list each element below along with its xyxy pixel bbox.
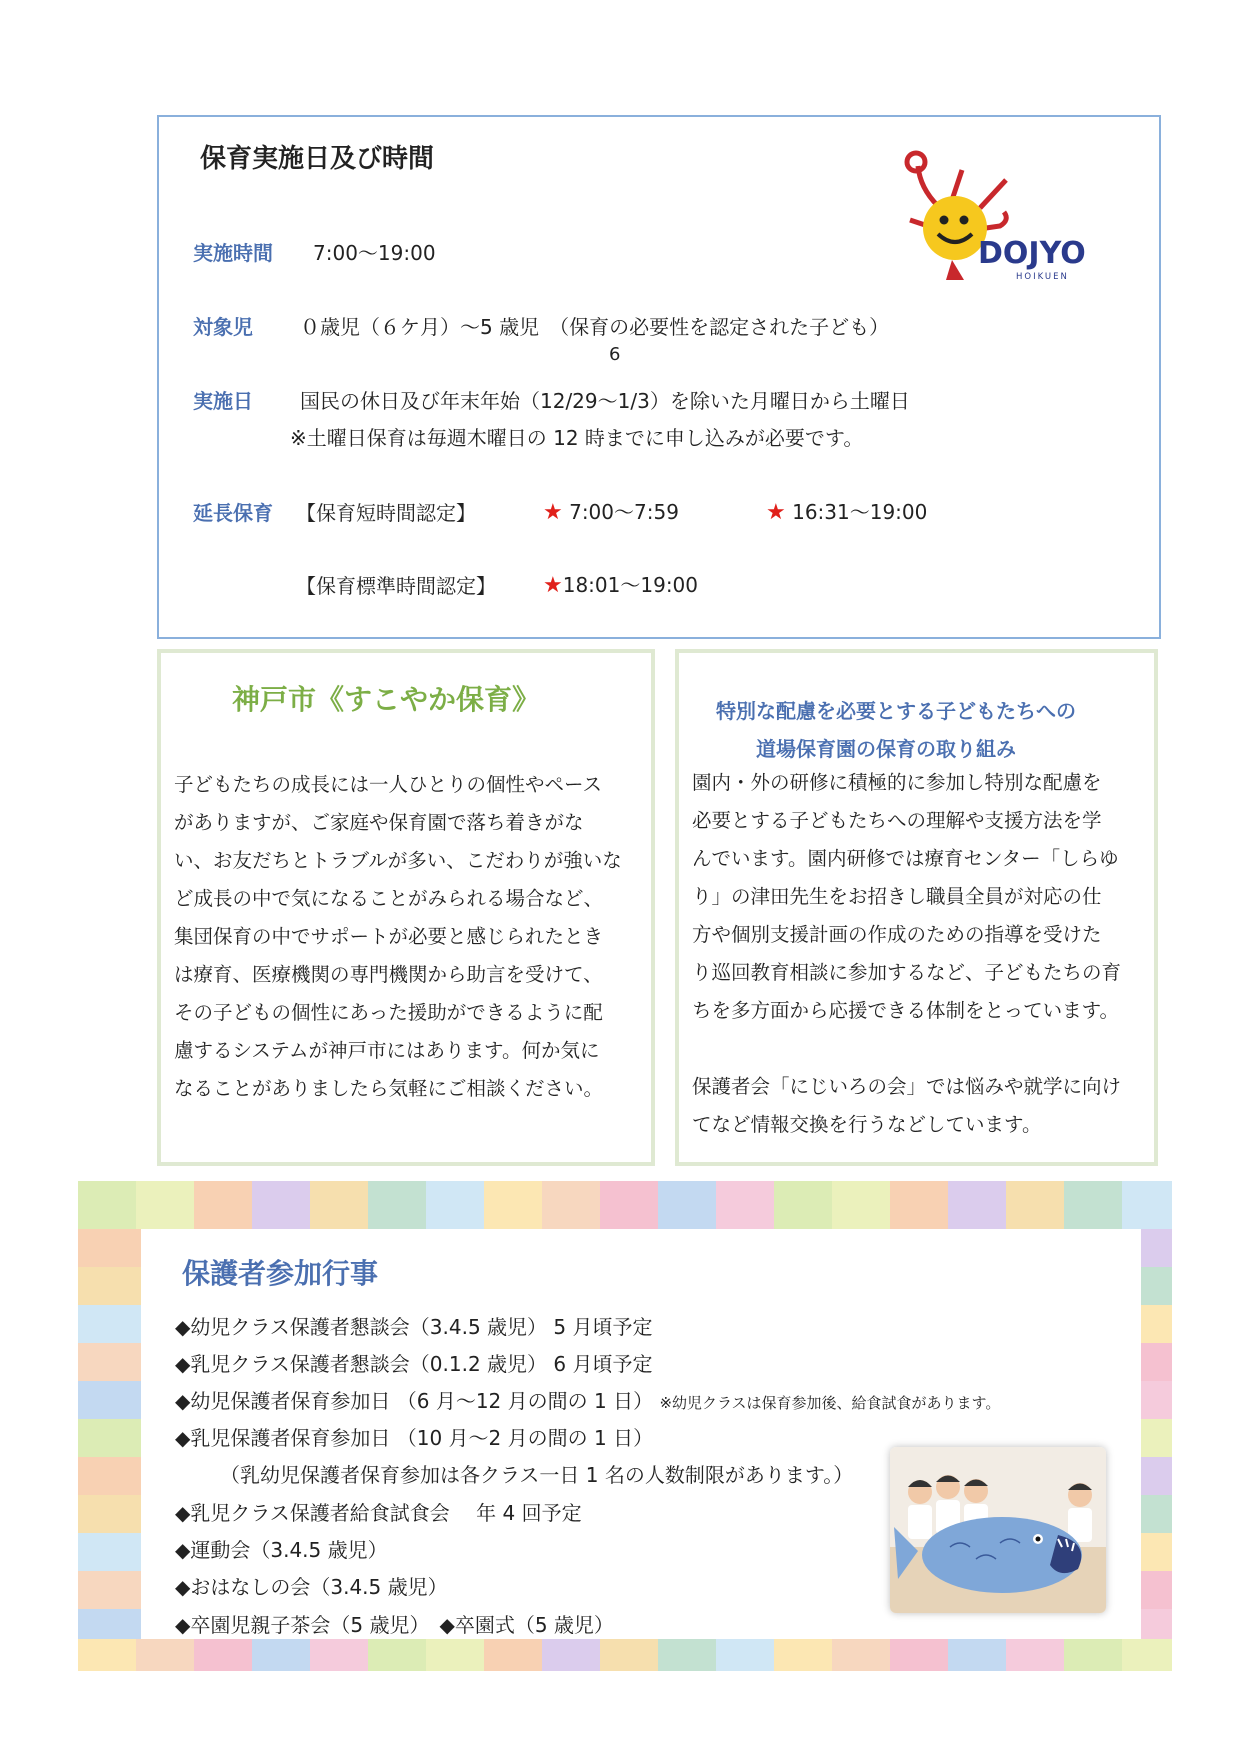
- event-note-line: （乳幼児保護者保育参加は各クラス一日 1 名の人数制限があります。）: [220, 1463, 854, 1487]
- frame-tile: [1141, 1495, 1172, 1533]
- frame-tile: [600, 1639, 658, 1671]
- frame-tile: [1141, 1305, 1172, 1343]
- frame-tile: [948, 1639, 1006, 1671]
- special-line: り巡回教育相談に参加するなど、子どもたちの育: [692, 961, 1122, 984]
- frame-tile: [1122, 1639, 1172, 1671]
- short-time-2-text: 16:31〜19:00: [792, 500, 928, 524]
- schedule-title: 保育実施日及び時間: [200, 144, 435, 174]
- days-note: ※土曜日保育は毎週木曜日の 12 時までに申し込みが必要です。: [290, 426, 864, 450]
- frame-tile: [426, 1639, 484, 1671]
- kobe-line: なることがありましたら気軽にご相談ください。: [174, 1077, 604, 1100]
- frame-tile: [78, 1571, 141, 1609]
- special-line: てなど情報交換を行うなどしています。: [692, 1113, 1042, 1136]
- target-value: ０歳児（６ケ月）〜5 歳児 （保育の必要性を認定された子ども）: [300, 315, 890, 339]
- star-icon: ★: [543, 573, 563, 598]
- frame-tile: [78, 1229, 141, 1267]
- event-item: ◆乳児クラス保護者給食試食会 年 4 回予定: [175, 1501, 582, 1525]
- frame-tile: [484, 1181, 542, 1229]
- short-time-1-text: 7:00〜7:59: [569, 500, 679, 524]
- special-line: 保護者会「にじいろの会」では悩みや就学に向け: [692, 1075, 1122, 1098]
- kobe-line: 子どもたちの成長には一人ひとりの個性やペース: [174, 773, 603, 796]
- frame-tile: [78, 1305, 141, 1343]
- standard-time: [543, 569, 698, 598]
- svg-text:HOIKUEN: HOIKUEN: [1016, 272, 1069, 282]
- frame-tile: [542, 1639, 600, 1671]
- events-title: 保護者参加行事: [182, 1257, 379, 1290]
- frame-tile: [658, 1181, 716, 1229]
- frame-tile: [78, 1181, 136, 1229]
- event-item: ◆乳児保護者保育参加日 （10 月〜2 月の間の 1 日）: [175, 1426, 654, 1450]
- frame-tile: [1141, 1571, 1172, 1609]
- target-label: 対象児: [193, 315, 253, 339]
- frame-tile: [484, 1639, 542, 1671]
- frame-tile: [1122, 1181, 1172, 1229]
- target-extra: 6: [609, 344, 621, 365]
- kobe-line: 集団保育の中でサポートが必要と感じられたとき: [174, 925, 604, 948]
- hours-value: 7:00〜19:00: [313, 241, 436, 265]
- special-line: んでいます。園内研修では療育センター「しらゆ: [692, 847, 1119, 870]
- event-item: ◆運動会（3.4.5 歳児）: [175, 1538, 388, 1562]
- special-line: 園内・外の研修に積極的に参加し特別な配慮を: [692, 771, 1102, 794]
- frame-tile: [1141, 1457, 1172, 1495]
- frame-tile: [78, 1639, 136, 1671]
- frame-tile: [78, 1381, 141, 1419]
- frame-tile: [368, 1639, 426, 1671]
- svg-text:DOJYO: DOJYO: [978, 236, 1086, 271]
- short-cert-label: 【保育短時間認定】: [296, 501, 476, 525]
- frame-tile: [310, 1181, 368, 1229]
- event-item: ◆卒園児親子茶会（5 歳児） ◆卒園式（5 歳児）: [175, 1613, 614, 1637]
- special-line: ちを多方面から応援できる体制をとっています。: [692, 999, 1120, 1022]
- frame-tile: [890, 1181, 948, 1229]
- frame-tile: [658, 1639, 716, 1671]
- kobe-line: がありますが、ご家庭や保育園で落ち着きがな: [174, 811, 584, 834]
- frame-tile: [1064, 1639, 1122, 1671]
- standard-time-text: 18:01〜19:00: [562, 573, 699, 597]
- frame-tile: [542, 1181, 600, 1229]
- frame-tile: [1141, 1533, 1172, 1571]
- short-time-2: [766, 496, 927, 525]
- star-icon: ★: [543, 500, 563, 525]
- frame-tile: [78, 1267, 141, 1305]
- frame-tile: [1141, 1343, 1172, 1381]
- kobe-title: 神戸市《すこやか保育》: [232, 683, 541, 716]
- frame-tile: [1006, 1181, 1064, 1229]
- dojyo-logo: [880, 148, 1110, 283]
- event-item: [175, 1385, 1000, 1414]
- event-item-text: ◆幼児保護者保育参加日 （6 月〜12 月の間の 1 日）: [175, 1389, 654, 1413]
- special-text: [692, 764, 1152, 1144]
- frame-tile: [136, 1181, 194, 1229]
- extended-label: 延長保育: [193, 501, 273, 525]
- frame-tile: [774, 1639, 832, 1671]
- frame-tile: [600, 1181, 658, 1229]
- children-photo-image: [890, 1447, 1106, 1613]
- frame-tile: [832, 1181, 890, 1229]
- hours-label: 実施時間: [193, 241, 273, 265]
- kobe-line: ど成長の中で気になることがみられる場合など、: [174, 887, 604, 910]
- frame-tile: [1141, 1267, 1172, 1305]
- special-line: 方や個別支援計画の作成のための指導を受けた: [692, 923, 1102, 946]
- frame-tile: [948, 1181, 1006, 1229]
- frame-tile: [194, 1639, 252, 1671]
- event-note: ※幼児クラスは保育参加後、給食試食があります。: [659, 1394, 1001, 1412]
- kobe-line: は療育、医療機関の専門機関から助言を受けて、: [174, 963, 603, 986]
- frame-tile: [890, 1639, 948, 1671]
- kobe-line: い、お友だちとトラブルが多い、こだわりが強いな: [174, 849, 622, 872]
- frame-tile: [1141, 1229, 1172, 1267]
- standard-cert-label: 【保育標準時間認定】: [296, 574, 496, 598]
- kobe-line: 慮するシステムが神戸市にはあります。何か気に: [174, 1039, 600, 1062]
- days-label: 実施日: [193, 389, 253, 413]
- short-time-1: [543, 496, 679, 525]
- kobe-line: その子どもの個性にあった援助ができるように配: [174, 1001, 603, 1024]
- frame-tile: [78, 1533, 141, 1571]
- frame-tile: [252, 1639, 310, 1671]
- special-line: 必要とする子どもたちへの理解や支援方法を学: [692, 809, 1102, 832]
- frame-tile: [78, 1609, 141, 1639]
- event-item: ◆幼児クラス保護者懇談会（3.4.5 歳児） 5 月頃予定: [175, 1315, 653, 1339]
- frame-tile: [1064, 1181, 1122, 1229]
- special-title-2: 道場保育園の保育の取り組み: [756, 737, 1016, 761]
- frame-tile: [716, 1639, 774, 1671]
- dojyo-logo-icon: [880, 148, 1110, 283]
- frame-tile: [78, 1343, 141, 1381]
- frame-tile: [194, 1181, 252, 1229]
- frame-tile: [310, 1639, 368, 1671]
- frame-tile: [832, 1639, 890, 1671]
- star-icon: ★: [766, 500, 786, 525]
- frame-tile: [252, 1181, 310, 1229]
- special-title-1: 特別な配慮を必要とする子どもたちへの: [716, 699, 1076, 723]
- children-photo: [890, 1447, 1106, 1613]
- frame-tile: [78, 1457, 141, 1495]
- event-item: ◆乳児クラス保護者懇談会（0.1.2 歳児） 6 月頃予定: [175, 1352, 653, 1376]
- frame-tile: [774, 1181, 832, 1229]
- frame-tile: [1141, 1609, 1172, 1639]
- frame-tile: [426, 1181, 484, 1229]
- frame-tile: [136, 1639, 194, 1671]
- special-line: り」の津田先生をお招きし職員全員が対応の仕: [692, 885, 1102, 908]
- frame-tile: [368, 1181, 426, 1229]
- event-item: ◆おはなしの会（3.4.5 歳児）: [175, 1575, 448, 1599]
- frame-tile: [1006, 1639, 1064, 1671]
- frame-tile: [1141, 1419, 1172, 1457]
- kobe-text: [174, 766, 654, 1108]
- frame-tile: [716, 1181, 774, 1229]
- days-value: 国民の休日及び年末年始（12/29〜1/3）を除いた月曜日から土曜日: [300, 389, 910, 413]
- frame-tile: [1141, 1381, 1172, 1419]
- frame-tile: [78, 1419, 141, 1457]
- frame-tile: [78, 1495, 141, 1533]
